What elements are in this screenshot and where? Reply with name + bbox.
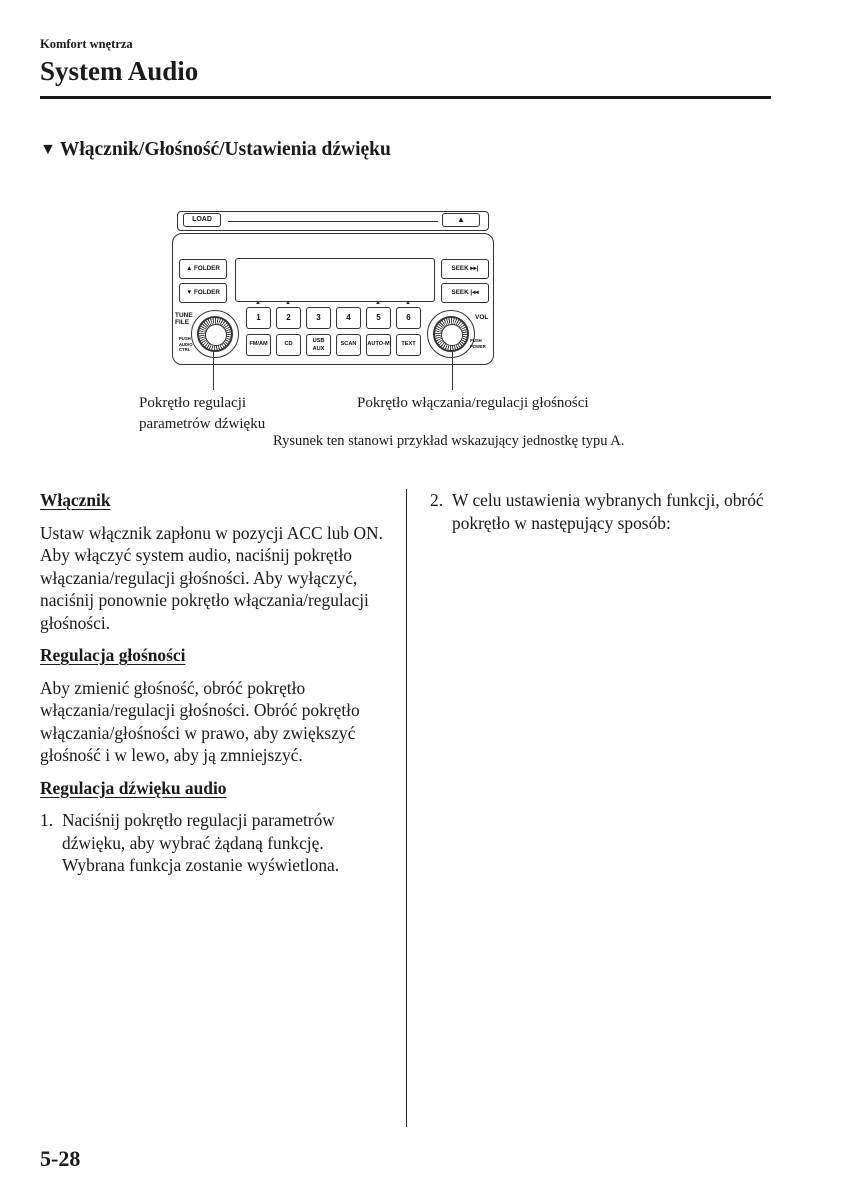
preset-button-1: 1 xyxy=(246,307,271,329)
preset-marker-icon: ▲ xyxy=(285,300,291,306)
usb-aux-button: USB AUX xyxy=(306,334,331,356)
section-heading xyxy=(40,139,391,161)
preset-marker-icon: ▲ xyxy=(255,300,261,306)
cd-button: CD xyxy=(276,334,301,356)
push-audio-ctrl-label: PUSH AUDIO CTRL xyxy=(179,336,193,352)
folder-down-button: ▼ FOLDER xyxy=(179,283,227,303)
page-title: System Audio xyxy=(40,56,199,86)
left-callout-leader xyxy=(213,352,214,390)
heading-regulacja-dzwieku: Regulacja dźwięku audio xyxy=(40,777,227,798)
heading-wlacznik: Włącznik xyxy=(40,490,111,510)
page-number: 5-28 xyxy=(40,1146,81,1171)
list-item-text: W celu ustawienia wybranych funkcji, obróć pokrętło w następujący sposób: xyxy=(452,490,764,533)
radio-faceplate xyxy=(172,233,494,365)
section-title: Włącznik/Głośność/Ustawienia dźwięku xyxy=(59,139,391,160)
vol-label: VOL xyxy=(475,314,489,321)
right-column xyxy=(430,489,775,534)
radio-unit-illustration xyxy=(172,207,494,365)
right-callout-label: Pokrętło włączania/regulacji głośności xyxy=(357,395,589,411)
volume-power-knob xyxy=(433,316,469,352)
preset-button-2: 2 xyxy=(276,307,301,329)
left-callout-label: Pokrętło regulacji parametrów dźwięku xyxy=(139,395,266,432)
radio-display xyxy=(235,258,435,302)
preset-button-3: 3 xyxy=(306,307,331,329)
seek-up-button: SEEK ▸▸| xyxy=(441,259,489,279)
heading-regulacja-glosnosci: Regulacja głośności xyxy=(40,645,186,665)
tune-file-label: TUNE FILE xyxy=(175,312,193,326)
load-button: LOAD xyxy=(183,213,221,227)
column-divider xyxy=(406,489,407,1127)
figure-caption: Rysunek ten stanowi przykład wskazujący jednostkę typu A. xyxy=(273,433,625,449)
list-item-2 xyxy=(430,489,775,534)
list-item-1 xyxy=(40,809,385,877)
eject-button xyxy=(442,213,480,227)
preset-marker-icon: ▲ xyxy=(375,300,381,306)
fm-am-button: FM/AM xyxy=(246,334,271,356)
chapter-kicker: Komfort wnętrza xyxy=(40,37,133,51)
list-number: 2. xyxy=(430,490,444,510)
right-callout-leader xyxy=(452,352,453,390)
seek-down-button: SEEK |◂◂ xyxy=(441,283,489,303)
preset-button-5: 5 xyxy=(366,307,391,329)
list-number: 1. xyxy=(40,810,54,830)
preset-marker-icon: ▲ xyxy=(405,300,411,306)
tune-audio-knob xyxy=(197,316,233,352)
text-button: TEXT xyxy=(396,334,421,356)
paragraph-regulacja-glosnosci: Aby zmienić głośność, obróć pokrętło włączania/regulacji głośności. Obróć pokrętło włączania/głośności w prawo, aby zwiększyć głośność i w lewo, aby ją zmniejszyć. xyxy=(40,677,360,765)
preset-button-4: 4 xyxy=(336,307,361,329)
preset-button-6: 6 xyxy=(396,307,421,329)
auto-m-button: AUTO-M xyxy=(366,334,391,356)
title-rule xyxy=(40,96,771,99)
scan-button: SCAN xyxy=(336,334,361,356)
paragraph-wlacznik: Ustaw włącznik zapłonu w pozycji ACC lub ON. Aby włączyć system audio, naciśnij pokrętło włączania/regulacji głośności. Aby wyłączyć, naciśnij ponownie pokrętło włączania/regulacji głośności. xyxy=(40,522,383,633)
triangle-down-icon: ▼ xyxy=(40,141,56,158)
left-column xyxy=(40,489,385,877)
folder-up-button: ▲ FOLDER xyxy=(179,259,227,279)
eject-icon: ▲ xyxy=(457,215,465,224)
list-item-text: Naciśnij pokrętło regulacji parametrów dźwięku, aby wybrać żądaną funkcję. Wybrana funkcja zostanie wyświetlona. xyxy=(62,810,340,875)
push-power-label: PUSH POWER xyxy=(470,338,486,349)
